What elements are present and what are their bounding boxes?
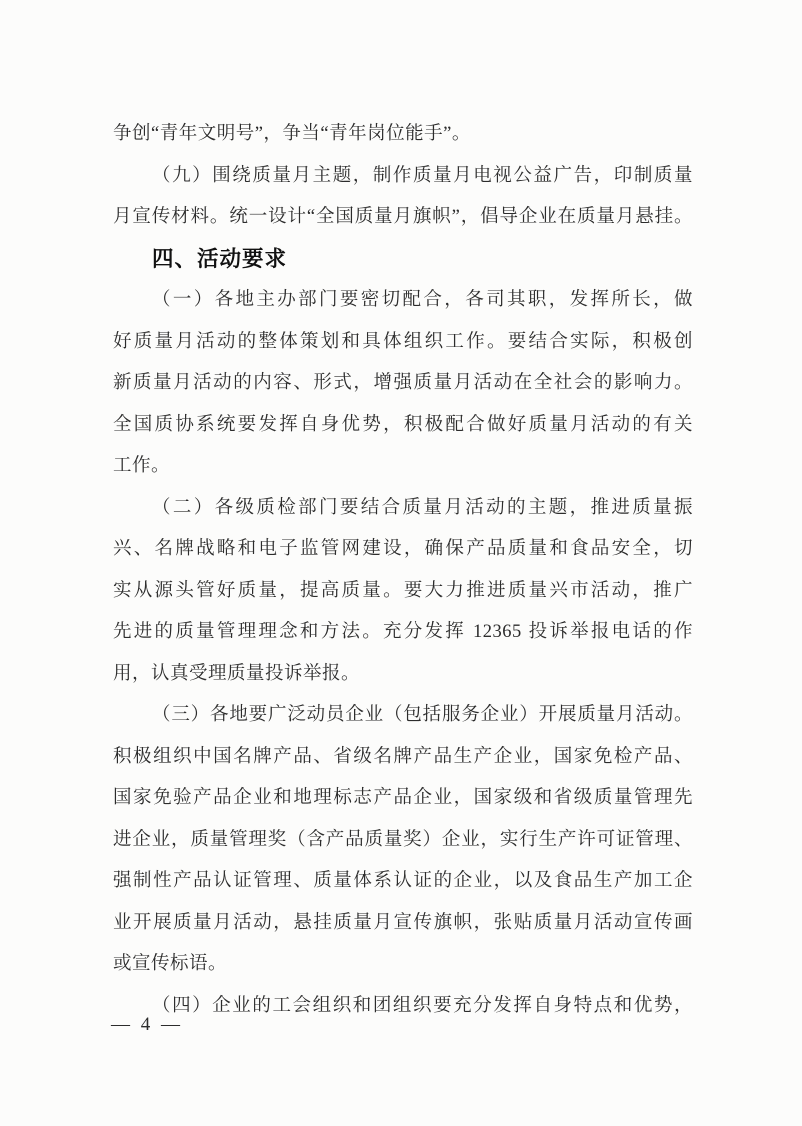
body-line: 强制性产品认证管理、质量体系认证的企业，以及食品生产加工企 (113, 871, 693, 891)
body-line: 新质量月活动的内容、形式，增强质量月活动在全社会的影响力。 (113, 373, 693, 393)
body-line: 业开展质量月活动，悬挂质量月宣传旗帜，张贴质量月活动宣传画 (113, 912, 693, 933)
body-line: 工作。 (113, 456, 171, 476)
body-line: （二）各级质检部门要结合质量月活动的主题，推进质量振 (152, 497, 693, 518)
page-number: — 4 — (111, 1014, 183, 1035)
body-line: 月宣传材料。统一设计“全国质量月旗帜”，倡导企业在质量月悬挂。 (113, 207, 693, 227)
body-line: 实从源头管好质量，提高质量。要大力推进质量兴市活动，推广 (113, 580, 693, 601)
body-line: （四）企业的工会组织和团组织要充分发挥自身特点和优势， (152, 995, 693, 1016)
body-line: 兴、名牌战略和电子监管网建设，确保产品质量和食品安全，切 (113, 539, 693, 559)
body-line: （三）各地要广泛动员企业（包括服务企业）开展质量月活动。 (152, 705, 693, 725)
body-line: （九）围绕质量月主题，制作质量月电视公益广告，印制质量 (152, 165, 693, 186)
body-line: 争创“青年文明号”，争当“青年岗位能手”。 (113, 124, 471, 144)
document-body (113, 114, 693, 1027)
body-line: 积极组织中国名牌产品、省级名牌产品生产企业，国家免检产品、 (113, 746, 693, 767)
body-line: 或宣传标语。 (113, 954, 228, 974)
body-line: 先进的质量管理理念和方法。充分发挥 12365 投诉举报电话的作 (113, 622, 693, 642)
body-line: （一）各地主办部门要密切配合，各司其职，发挥所长，做 (152, 290, 693, 310)
body-line: 进企业，质量管理奖（含产品质量奖）企业，实行生产许可证管理、 (113, 829, 693, 850)
body-line: 用，认真受理质量投诉举报。 (113, 663, 361, 684)
section-heading: 四、活动要求 (152, 246, 288, 271)
body-line: 国家免验产品企业和地理标志产品企业，国家级和省级质量管理先 (113, 788, 693, 808)
body-line: 全国质协系统要发挥自身优势，积极配合做好质量月活动的有关 (113, 414, 693, 435)
body-line: 好质量月活动的整体策划和具体组织工作。要结合实际，积极创 (113, 331, 693, 352)
